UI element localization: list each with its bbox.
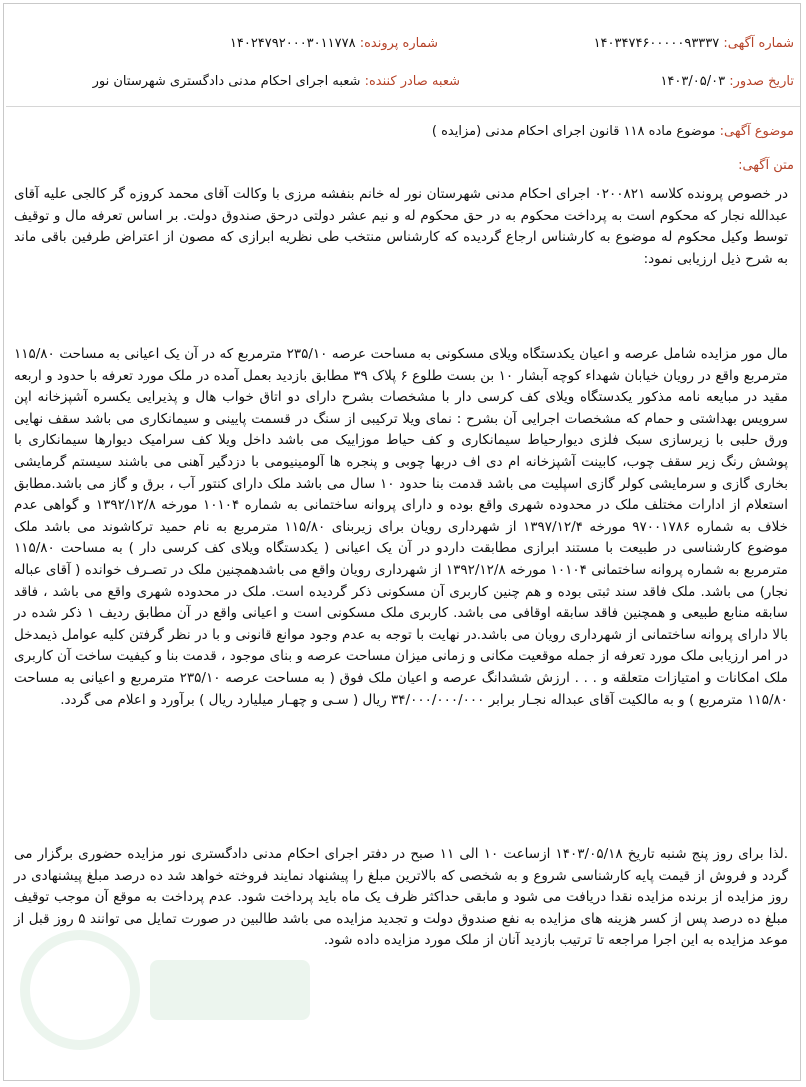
ad-number-value: ۱۴۰۳۴۷۴۶۰۰۰۰۰۹۳۳۳۷ — [593, 36, 720, 51]
issue-date-value: ۱۴۰۳/۰۵/۰۳ — [660, 74, 726, 89]
case-number-label: شماره پرونده: — [359, 36, 438, 51]
intro-paragraph: در خصوص پرونده کلاسه ۰۲۰۰۸۲۱ اجرای احکام مدنی شهرستان نور له خانم بنفشه مرزی با وکالت آقای محمد کروزه گر کالجی علیه آقای عبدالله نجار که محکوم است به پرداخت محکوم به در حق محکوم له و نیم عشر دولتی درحق صندوق دولت. بر اساس تعرفه مال و توقیف توسط وکیل محکوم له موضوع به کارشناس ارجاع گردیده که کارشناس منتخب طی نظریه ابرازی که مصون از اعتراض طرفین باقی ماند به شرح ذیل ارزیابی نمود: — [14, 186, 788, 267]
body-label: متن آگهی: — [738, 158, 794, 173]
issuer-label: شعبه صادر کننده: — [364, 74, 460, 89]
auction-paragraph: .لذا برای روز پنج شنبه تاریخ ۱۴۰۳/۰۵/۱۸ ازساعت ۱۰ الی ۱۱ صبح در دفتر اجرای احکام مدنی دادگستری نور مزایده حضوری برگزار می گردد و فروش از قیمت پایه کارشناسی شروع و به شخصی که بالاترین مبلغ را پیشنهاد نمایند فروخته خواهد شد ده درصد مبلغ پیشنهادی در روز مزایده از برنده مزایده نقدا دریافت می شود و مابقی حداکثر ظرف یک ماه باید پرداخت شود. عدم پرداخت به موقع آن موجب توقیف مبلغ ده درصد پس از کسر هزینه های مزایده به نفع صندوق دولت و تجدید مزایده می باشد طالبین در صورت تمایل می توانند ۵ روز قبل از موعد مزایده به این اجرا مراجعه تا ترتیب بازدید آنان از ملک مورد مزایده داده شود. — [14, 846, 789, 949]
issuer — [93, 74, 460, 89]
issue-date-label: تاریخ صدور: — [729, 74, 794, 89]
ad-number-label: شماره آگهی: — [723, 36, 794, 51]
subject — [432, 124, 794, 139]
subject-value: موضوع ماده ۱۱۸ قانون اجرای احکام مدنی (مزایده ) — [431, 124, 716, 139]
case-number — [230, 36, 438, 51]
property-paragraph: مال مور مزایده شامل عرصه و اعیان یکدستگاه ویلای مسکونی به مساحت عرصه ۲۳۵/۱۰ مترمربع که در آن یک اعیانی به مساحت ۱۱۵/۸۰ مترمربع واقع در رویان خیابان شهداء کوچه آبشار ۱۰ بن بست طلوع ۶ پلاک ۳۹ مطابق بازدید بعمل آمده در ملک مورد تعرفه با حدود و اربعه مقید در مبایعه نامه مذکور یکدستگاه ویلای کف کرسی دار با مشخصات بشرح دارای دو اتاق خواب هال و پذیرایی یکسره آشپزخانه اپن سرویس بهداشتی و حمام که مشخصات اجرایی آن بشرح : نمای ویلا ترکیبی از سنگ در قسمت پایینی و سیمانکاری می باشد سقف نهایی ورق حلبی با زیرسازی سبک فلزی دیوارحیاط سیمانکاری و کف حیاط موزاییک می باشد داخل ویلا کف سرامیک دیوارها سیمانکاری با پوشش رنگ زیر سقف چوب، کابینت آشپزخانه ام دی اف دربها چوبی و پنجره ها آلومینیومی با دزدگیر آهنی می باشند سیستم گرمایشی بخاری گازی و سرمایشی کولر گازی اسپلیت می باشد قدمت بنا حدود ۱۰ سال می باشد ملک دارای کنتور آب ، برق و گاز می باشد.مطابق استعلام از ادارات مختلف ملک در محدوده شهری واقع بوده و دارای پروانه ساختمانی به شماره ۱۰۱۰۴ مورخه ۱۳۹۲/۱۲/۸ و گواهی عدم خلاف به شماره ۹۷۰۰۱۷۸۶ مورخه ۱۳۹۷/۱۲/۴ از شهرداری رویان برای زیربنای ۱۱۵/۸۰ مترمربع به نام حمید ترکاشوند می باشد ملک موضوع کارشناسی در طبیعت با مستند ابرازی مطابقت داردو در آن یک اعیانی ( یکدستگاه ویلای کف کرسی دار ) به مساحت ۱۱۵/۸۰ مترمربع به شماره پروانه ساختمانی ۱۰۱۰۴ مورخه ۱۳۹۲/۱۲/۸ از شهرداری رویان واقع می باشدهمچنین ملک در تصـرف خوانده ( آقای عباله نجار) می باشد. ملک فاقد سند ثبتی بوده و هم چنین کاربری آن مسکونی ذکر گردیده است. ملک در محدوده شهری واقع می باشد ، فاقد سابقه منابع طبیعی و همچنین فاقد سابقه اوقافی می باشد. کاربری ملک مسکونی است و اعیانی واقع در آن مطابق ردیف ۱ ذکر شده در بالا دارای پروانه ساختمانی از شهرداری رویان می باشد.در نهایت با توجه به عدم وجود موانع قانونی و با در نظر گرفتن کلیه عوامل ذیمدخل در امر ارزیابی ملک مورد تعرفه از جمله موقعیت مکانی و زمانی میزان مساحت عرصه و بنای موجود ، قدمت بنا و کیفیت ساخت آن کاربری ملک امکانات و امتیازات متعلقه و . . . ارزش ششدانگ عرصه و اعیان ملک فوق ( به مساحت عرصه ۲۳۵/۱۰ مترمربع و اعیانی به مساحت ۱۱۵/۸۰ مترمربع ) و به مالکیت آقای عبداله نجـار برابر ۳۴/۰۰۰/۰۰۰/۰۰۰ ریال ( سـی و چهـار میلیارد ریال ) برآورد و اعلام می گردد. — [14, 346, 789, 708]
issuer-value: شعبه اجرای احکام مدنی دادگستری شهرستان نور — [92, 74, 361, 89]
case-number-value: ۱۴۰۲۴۷۹۲۰۰۰۳۰۱۱۷۷۸ — [229, 36, 356, 51]
ad-number — [594, 36, 794, 51]
header-divider — [6, 106, 800, 107]
subject-label: موضوع آگهی: — [719, 124, 794, 139]
issue-date — [660, 74, 794, 89]
body-label-row — [738, 158, 794, 173]
